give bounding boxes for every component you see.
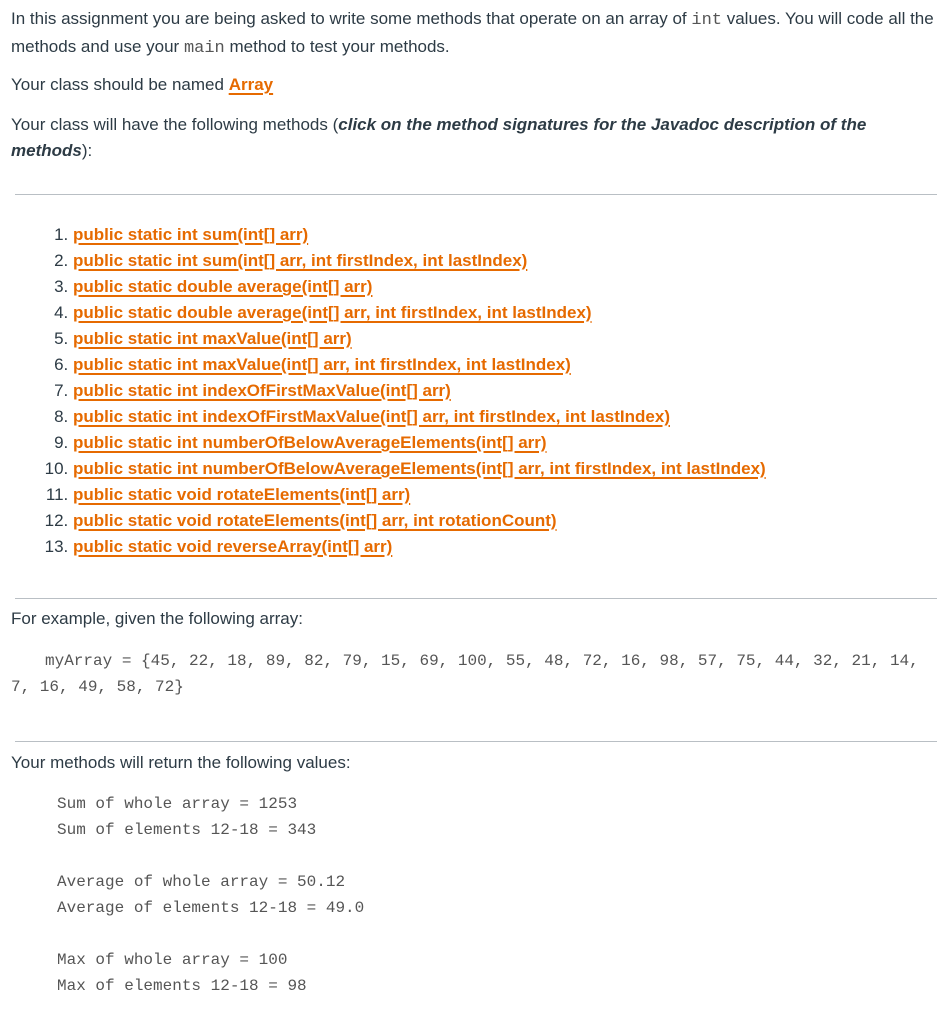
intro-text-c: method to test your methods.: [224, 37, 450, 56]
result-average-whole: Average of whole array = 50.12: [57, 873, 346, 891]
method-item: [73, 508, 766, 534]
methods-intro-emphasis: click on the method signatures for the Javadoc description of the methods: [11, 115, 867, 160]
method-link-maxvalue-range[interactable]: public static int maxValue(int[] arr, int firstIndex, int lastIndex): [73, 355, 571, 374]
methods-intro-prefix: Your class will have the following methods (: [11, 115, 339, 134]
method-link-average[interactable]: public static double average(int[] arr): [73, 277, 373, 296]
example-intro: For example, given the following array:: [11, 609, 303, 628]
intro-text-a: In this assignment you are being asked to write some methods that operate on an array of: [11, 9, 692, 28]
methods-intro-line: [11, 112, 936, 164]
result-average-range: Average of elements 12-18 = 49.0: [57, 899, 365, 917]
divider-2: [15, 598, 937, 599]
class-name-prefix: Your class should be named: [11, 75, 229, 94]
array-class-link[interactable]: Array: [228, 75, 274, 94]
result-max-range: Max of elements 12-18 = 98: [57, 977, 307, 995]
method-item: [73, 300, 766, 326]
method-link-maxvalue[interactable]: public static int maxValue(int[] arr): [73, 329, 352, 348]
results-block: [57, 791, 364, 999]
method-item: [73, 534, 766, 560]
method-item: [73, 378, 766, 404]
method-link-average-range[interactable]: public static double average(int[] arr, int firstIndex, int lastIndex): [73, 303, 592, 322]
method-link-rotateelements[interactable]: public static void rotateElements(int[] arr): [73, 485, 411, 504]
method-list: [11, 222, 766, 560]
code-main: main: [183, 39, 225, 58]
method-link-indexoffirstmaxvalue-range[interactable]: public static int indexOfFirstMaxValue(int[] arr, int firstIndex, int lastIndex): [73, 407, 670, 426]
result-sum-range: Sum of elements 12-18 = 343: [57, 821, 317, 839]
method-item: [73, 404, 766, 430]
returns-intro: Your methods will return the following values:: [11, 753, 351, 772]
method-item: [73, 430, 766, 456]
method-item: [73, 456, 766, 482]
intro-text-b: values. You will code all the methods and use your: [11, 9, 934, 56]
method-link-sum-range[interactable]: public static int sum(int[] arr, int firstIndex, int lastIndex): [73, 251, 528, 270]
example-array-text: myArray = {45, 22, 18, 89, 82, 79, 15, 69, 100, 55, 48, 72, 16, 98, 57, 75, 44, 32, 21, 14, 7, 16, 49, 58, 72}: [11, 652, 919, 696]
method-item: [73, 274, 766, 300]
method-item: [73, 248, 766, 274]
methods-intro-suffix: ):: [81, 141, 93, 160]
divider-3: [15, 741, 937, 742]
method-item: [73, 222, 766, 248]
method-link-reversearray[interactable]: public static void reverseArray(int[] arr): [73, 537, 393, 556]
method-link-numberofbelowaverage-range[interactable]: public static int numberOfBelowAverageElements(int[] arr, int firstIndex, int lastIndex): [73, 459, 766, 478]
method-item: [73, 352, 766, 378]
method-item: [73, 482, 766, 508]
example-array-code: [11, 648, 936, 700]
result-sum-whole: Sum of whole array = 1253: [57, 795, 298, 813]
method-link-sum[interactable]: public static int sum(int[] arr): [73, 225, 309, 244]
result-max-whole: Max of whole array = 100: [57, 951, 288, 969]
code-int: int: [691, 11, 722, 30]
method-link-indexoffirstmaxvalue[interactable]: public static int indexOfFirstMaxValue(int[] arr): [73, 381, 451, 400]
divider-1: [15, 194, 937, 195]
method-link-rotateelements-count[interactable]: public static void rotateElements(int[] arr, int rotationCount): [73, 511, 557, 530]
class-name-line: [11, 72, 273, 98]
method-link-numberofbelowaverage[interactable]: public static int numberOfBelowAverageElements(int[] arr): [73, 433, 547, 452]
intro-paragraph: [11, 6, 941, 62]
method-item: [73, 326, 766, 352]
